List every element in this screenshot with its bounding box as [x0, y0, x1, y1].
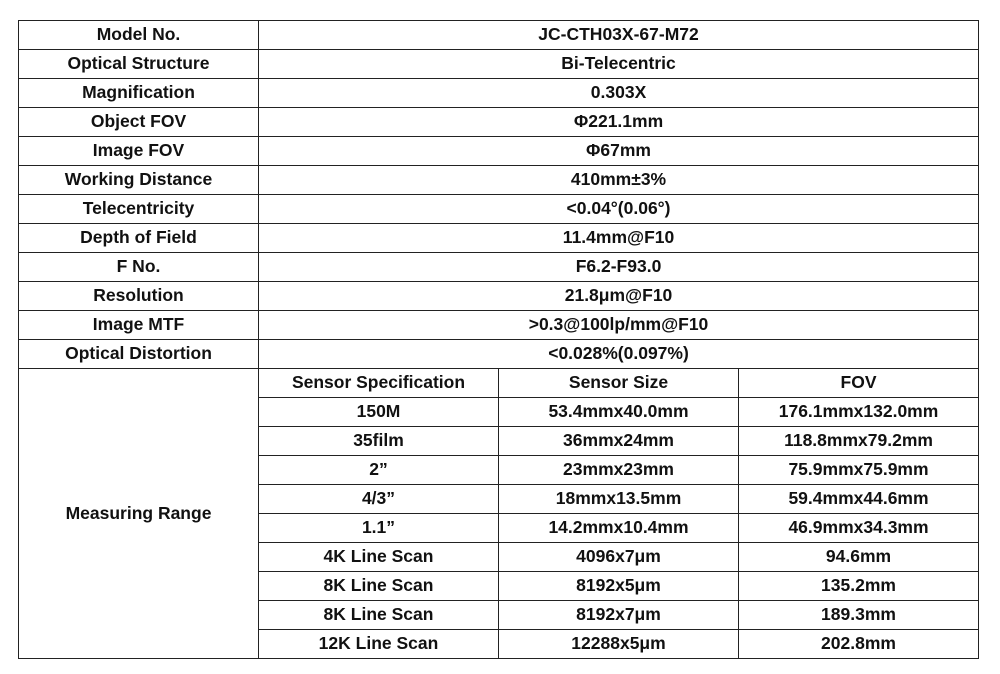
sensor-specification-cell: 12K Line Scan [259, 630, 499, 659]
spec-table [18, 20, 979, 659]
spec-label: Image FOV [19, 137, 259, 166]
spec-label: Object FOV [19, 108, 259, 137]
spec-value: JC-CTH03X-67-M72 [259, 21, 979, 50]
spec-value: 0.303X [259, 79, 979, 108]
sensor-size-cell: 36mmx24mm [499, 427, 739, 456]
sensor-size-cell: 14.2mmx10.4mm [499, 514, 739, 543]
sensor-size-cell: 23mmx23mm [499, 456, 739, 485]
sensor-size-cell: 53.4mmx40.0mm [499, 398, 739, 427]
spec-value: <0.04°(0.06°) [259, 195, 979, 224]
spec-label: Telecentricity [19, 195, 259, 224]
spec-value: Bi-Telecentric [259, 50, 979, 79]
spec-label: Optical Structure [19, 50, 259, 79]
table-row [19, 340, 979, 369]
measuring-range-header-row [19, 369, 979, 398]
spec-value: Φ67mm [259, 137, 979, 166]
table-row [19, 224, 979, 253]
sensor-specification-cell: 150M [259, 398, 499, 427]
table-row [19, 79, 979, 108]
sensor-size-cell: 8192x5μm [499, 572, 739, 601]
spec-value: 21.8μm@F10 [259, 282, 979, 311]
column-header-sensor-size: Sensor Size [499, 369, 739, 398]
sensor-specification-cell: 2” [259, 456, 499, 485]
spec-value: 11.4mm@F10 [259, 224, 979, 253]
spec-value: >0.3@100lp/mm@F10 [259, 311, 979, 340]
table-row [19, 21, 979, 50]
table-row [19, 311, 979, 340]
table-row [19, 166, 979, 195]
sensor-size-cell: 12288x5μm [499, 630, 739, 659]
spec-value: F6.2-F93.0 [259, 253, 979, 282]
measuring-range-label: Measuring Range [19, 369, 259, 659]
fov-cell: 59.4mmx44.6mm [739, 485, 979, 514]
spec-label: Depth of Field [19, 224, 259, 253]
sensor-size-cell: 18mmx13.5mm [499, 485, 739, 514]
fov-cell: 94.6mm [739, 543, 979, 572]
sensor-size-cell: 4096x7μm [499, 543, 739, 572]
table-row [19, 137, 979, 166]
spec-label: Optical Distortion [19, 340, 259, 369]
fov-cell: 202.8mm [739, 630, 979, 659]
spec-label: Working Distance [19, 166, 259, 195]
spec-value: Φ221.1mm [259, 108, 979, 137]
sensor-specification-cell: 4K Line Scan [259, 543, 499, 572]
sensor-size-cell: 8192x7μm [499, 601, 739, 630]
fov-cell: 189.3mm [739, 601, 979, 630]
spec-label: Model No. [19, 21, 259, 50]
table-row [19, 50, 979, 79]
sensor-specification-cell: 4/3” [259, 485, 499, 514]
spec-label: Resolution [19, 282, 259, 311]
fov-cell: 135.2mm [739, 572, 979, 601]
spec-label: Image MTF [19, 311, 259, 340]
fov-cell: 118.8mmx79.2mm [739, 427, 979, 456]
fov-cell: 176.1mmx132.0mm [739, 398, 979, 427]
column-header-sensor-specification: Sensor Specification [259, 369, 499, 398]
spec-value: 410mm±3% [259, 166, 979, 195]
sensor-specification-cell: 8K Line Scan [259, 601, 499, 630]
table-row [19, 108, 979, 137]
sensor-specification-cell: 1.1” [259, 514, 499, 543]
spec-label: F No. [19, 253, 259, 282]
sensor-specification-cell: 35film [259, 427, 499, 456]
fov-cell: 46.9mmx34.3mm [739, 514, 979, 543]
table-row [19, 195, 979, 224]
spec-value: <0.028%(0.097%) [259, 340, 979, 369]
fov-cell: 75.9mmx75.9mm [739, 456, 979, 485]
spec-label: Magnification [19, 79, 259, 108]
sensor-specification-cell: 8K Line Scan [259, 572, 499, 601]
column-header-fov: FOV [739, 369, 979, 398]
table-row [19, 282, 979, 311]
table-row [19, 253, 979, 282]
